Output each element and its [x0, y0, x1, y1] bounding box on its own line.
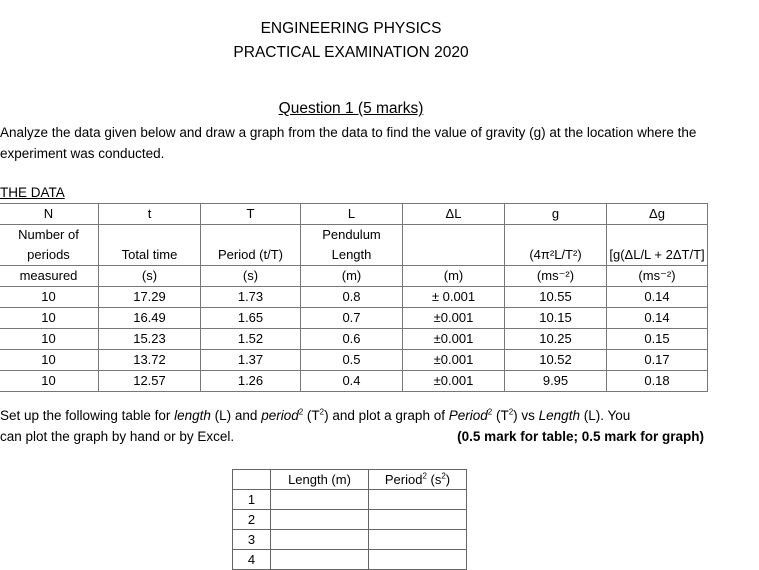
- table-row: [233, 490, 467, 510]
- col-name-length: Pendulum Length: [301, 225, 403, 266]
- col-unit-delta-l: (m): [403, 266, 505, 287]
- superscript: 2: [487, 407, 493, 417]
- col-name-g: (4π²L/T²): [505, 225, 607, 266]
- small-table-header: [233, 470, 467, 490]
- superscript: 2: [441, 471, 446, 481]
- text: (L). You: [579, 408, 631, 423]
- superscript: 2: [508, 407, 514, 417]
- cell: ±0.001: [403, 371, 505, 392]
- marks-note: (0.5 mark for table; 0.5 mark for graph): [457, 429, 704, 444]
- col-unit-delta-g: (ms⁻²): [607, 266, 708, 287]
- cell: 0.15: [607, 329, 708, 350]
- cell: 15.23: [99, 329, 201, 350]
- text: (L) and: [210, 408, 262, 423]
- length-period-table: [232, 469, 467, 570]
- col-header-length-m: Length (m): [271, 470, 369, 490]
- col-unit-g: (ms⁻²): [505, 266, 607, 287]
- table-row: [0, 308, 708, 329]
- cell: 0.17: [607, 350, 708, 371]
- document-title-line1: ENGINEERING PHYSICS: [260, 20, 442, 37]
- text: Period: [448, 408, 488, 423]
- cell: 10.52: [505, 350, 607, 371]
- text: (s: [426, 472, 442, 487]
- period-input-cell[interactable]: [369, 510, 467, 530]
- cell: 1.73: [201, 287, 301, 308]
- text: (T: [492, 408, 509, 423]
- table-row: [0, 350, 708, 371]
- col-header-g: g: [505, 204, 607, 225]
- cell: 1.26: [201, 371, 301, 392]
- question-intro: Analyze the data given below and draw a graph from the data to find the value of gravity (g) at the location where the experiment was conducted.: [0, 125, 697, 161]
- cell: 9.95: [505, 371, 607, 392]
- question-title: Question 1 (5 marks): [278, 100, 424, 117]
- table-row: [233, 550, 467, 570]
- pendulum-data-table: [0, 203, 708, 392]
- text: ): [445, 472, 451, 487]
- text: length: [174, 408, 211, 423]
- col-name-t: Total time: [99, 225, 201, 266]
- instruction-line2: [0, 426, 704, 447]
- table-row: [0, 329, 708, 350]
- text: can plot the graph by hand or by Excel.: [0, 429, 235, 444]
- cell: 0.8: [301, 287, 403, 308]
- header-row-units: [0, 266, 708, 287]
- col-header-n: N: [0, 204, 99, 225]
- cell: 10: [0, 329, 99, 350]
- superscript: 2: [298, 407, 304, 417]
- table-row: [0, 287, 708, 308]
- header-row-names: [0, 225, 708, 266]
- period-input-cell[interactable]: [369, 530, 467, 550]
- col-header-length: L: [301, 204, 403, 225]
- cell: 12.57: [99, 371, 201, 392]
- instruction-line1: [0, 405, 704, 426]
- text: Length: [538, 408, 580, 423]
- header-row-symbols: [0, 204, 708, 225]
- row-number: 1: [233, 490, 271, 510]
- table-row: [0, 371, 708, 392]
- period-input-cell[interactable]: [369, 550, 467, 570]
- col-name-period: Period (t/T): [201, 225, 301, 266]
- row-number: 2: [233, 510, 271, 530]
- text: Period: [384, 472, 423, 487]
- col-name-n: Number of periods: [0, 225, 99, 266]
- graph-instruction: [0, 405, 704, 447]
- cell: 10: [0, 287, 99, 308]
- col-unit-t: (s): [99, 266, 201, 287]
- cell: 1.65: [201, 308, 301, 329]
- cell: 0.14: [607, 287, 708, 308]
- row-number: 3: [233, 530, 271, 550]
- cell: 0.6: [301, 329, 403, 350]
- cell: 10.25: [505, 329, 607, 350]
- length-input-cell[interactable]: [271, 490, 369, 510]
- cell: 0.4: [301, 371, 403, 392]
- cell: [233, 470, 271, 490]
- col-header-t: t: [99, 204, 201, 225]
- cell: 0.5: [301, 350, 403, 371]
- col-header-period: T: [201, 204, 301, 225]
- col-unit-n: measured: [0, 266, 99, 287]
- data-section-label: THE DATA: [0, 185, 65, 200]
- text: (T: [303, 408, 320, 423]
- length-input-cell[interactable]: [271, 530, 369, 550]
- cell: 0.18: [607, 371, 708, 392]
- cell: 1.37: [201, 350, 301, 371]
- table-row: [233, 510, 467, 530]
- cell: 10: [0, 308, 99, 329]
- text: period: [261, 408, 299, 423]
- col-unit-length: (m): [301, 266, 403, 287]
- period-input-cell[interactable]: [369, 490, 467, 510]
- cell: 16.49: [99, 308, 201, 329]
- col-header-delta-l: ΔL: [403, 204, 505, 225]
- col-name-delta-l: [403, 225, 505, 266]
- cell: 0.14: [607, 308, 708, 329]
- cell: 1.52: [201, 329, 301, 350]
- cell: 10: [0, 371, 99, 392]
- cell: 10.55: [505, 287, 607, 308]
- cell: ± 0.001: [403, 287, 505, 308]
- table-row: [233, 530, 467, 550]
- col-unit-period: (s): [201, 266, 301, 287]
- superscript: 2: [422, 471, 427, 481]
- text: Set up the following table for: [0, 408, 175, 423]
- text: ) vs: [513, 408, 539, 423]
- cell: 13.72: [99, 350, 201, 371]
- length-input-cell[interactable]: [271, 510, 369, 530]
- cell: ±0.001: [403, 350, 505, 371]
- col-name-delta-g: [g(ΔL/L + 2ΔT/T]: [607, 225, 708, 266]
- superscript: 2: [319, 407, 325, 417]
- cell: 0.7: [301, 308, 403, 329]
- cell: ±0.001: [403, 329, 505, 350]
- document-title-line2: PRACTICAL EXAMINATION 2020: [233, 44, 469, 61]
- length-input-cell[interactable]: [271, 550, 369, 570]
- text: ) and plot a graph of: [324, 408, 449, 423]
- cell: 17.29: [99, 287, 201, 308]
- col-header-delta-g: Δg: [607, 204, 708, 225]
- row-number: 4: [233, 550, 271, 570]
- col-header-period-sq: [369, 470, 467, 490]
- cell: 10.15: [505, 308, 607, 329]
- cell: ±0.001: [403, 308, 505, 329]
- cell: 10: [0, 350, 99, 371]
